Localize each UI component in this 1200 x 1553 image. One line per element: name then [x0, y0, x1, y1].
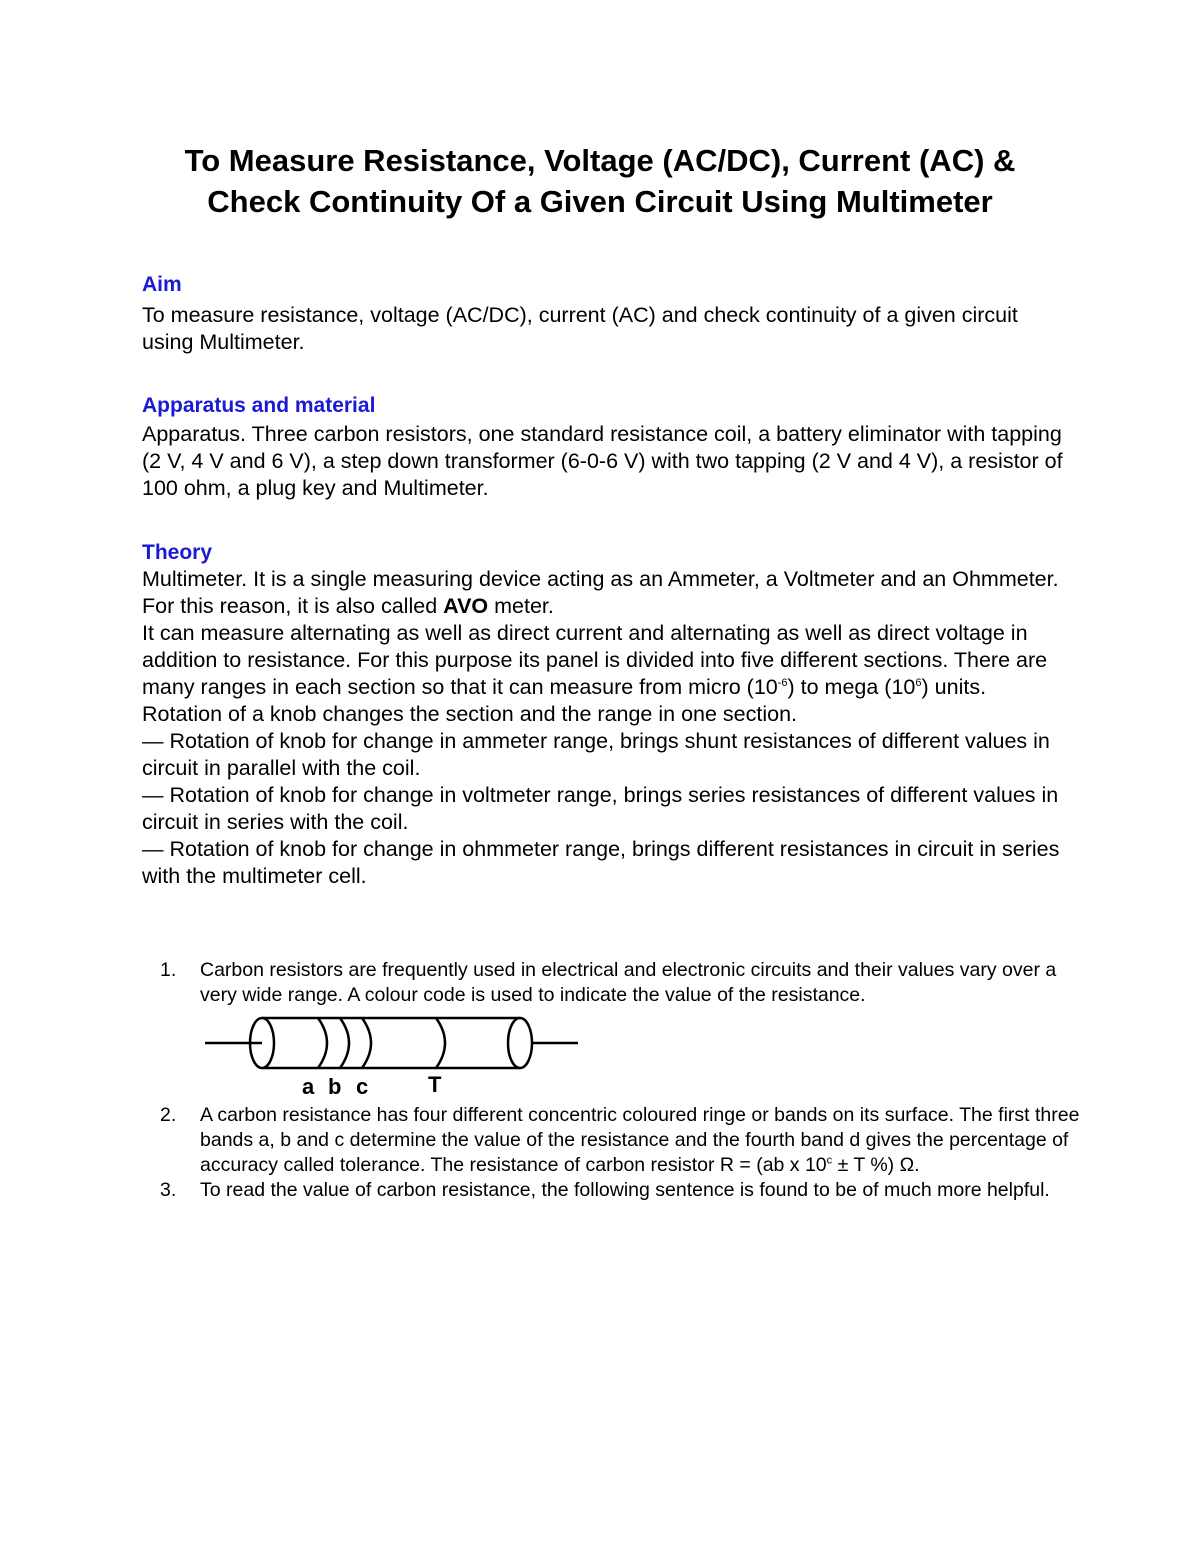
- aim-section: [142, 302, 1072, 356]
- theory-heading: Theory: [142, 541, 213, 564]
- list-item-text: To read the value of carbon resistance, the following sentence is found to be of much more helpful.: [200, 1179, 1050, 1201]
- theory-dash-2: — Rotation of knob for change in voltmeter range, brings series resistances of different values in circuit in series with the coil.: [142, 783, 1059, 834]
- resistor-band-b: [340, 1018, 349, 1068]
- resistor-band-a: [318, 1018, 327, 1068]
- apparatus-text: Apparatus. Three carbon resistors, one standard resistance coil, a battery eliminator with tapping (2 V, 4 V and 6 V), a step down transformer (6-0-6 V) with two tapping (2 V and 4 V), a resistor of 100 ohm, a plug key and Multimeter.: [142, 422, 1063, 500]
- numbered-list-continued: [160, 1103, 1080, 1203]
- list-item: [160, 1178, 1080, 1203]
- theory-dash-3: — Rotation of knob for change in ohmmeter range, brings different resistances in circuit in series with the multimeter cell.: [142, 837, 1060, 888]
- title-line-2: Check Continuity Of a Given Circuit Using Multimeter: [207, 184, 993, 219]
- list-item: [160, 1103, 1080, 1178]
- theory-paragraph-2: It can measure alternating as well as direct current and alternating as well as direct voltage in addition to resistance. For this purpose its panel is divided into five different sections. There are many ranges in each section so that it can measure from micro $(10^{-6})$ to mega $(10^6)$ units. Rotation of a knob changes the section and the range in one section.: [142, 621, 1048, 726]
- list-item: [160, 958, 1080, 1008]
- resistor-body-outline: [262, 1018, 520, 1068]
- theory-dash-1: — Rotation of knob for change in ammeter range, brings shunt resistances of different values in circuit in parallel with the coil.: [142, 729, 1050, 780]
- resistor-end-right: [508, 1018, 532, 1068]
- avo-bold: AVO: [443, 594, 489, 618]
- theory-paragraph-1: Multimeter. It is a single measuring device acting as an Ammeter, a Voltmeter and an Ohmmeter. For this reason, it is also called AVO meter.: [142, 567, 1059, 618]
- resistor-band-tolerance: [436, 1018, 445, 1068]
- list-number: 3.: [160, 1179, 177, 1201]
- band-label-a: a: [302, 1074, 315, 1099]
- band-label-c: c: [356, 1074, 369, 1099]
- list-item-text: A carbon resistance has four different concentric coloured ringe or bands on its surface. The first three bands a, b and c determine the value of the resistance and the fourth band d gives the percentage of accuracy called tolerance. The resistance of carbon resistor R = (ab x $10^c \pm T$ %) Ω.: [200, 1104, 1080, 1176]
- list-number: 1.: [160, 959, 177, 981]
- aim-text: To measure resistance, voltage (AC/DC), current (AC) and check continuity of a given circuit using Multimeter.: [142, 303, 1018, 354]
- list-number: 2.: [160, 1104, 177, 1126]
- page-title: [60, 140, 1140, 222]
- aim-heading: Aim: [142, 273, 182, 296]
- resistor-band-c: [362, 1018, 371, 1068]
- apparatus-heading: Apparatus and material: [142, 394, 376, 417]
- carbon-resistor-diagram: [200, 1010, 590, 1100]
- title-line-1: To Measure Resistance, Voltage (AC/DC), Current (AC) &: [184, 143, 1016, 178]
- list-item-text: Carbon resistors are frequently used in electrical and electronic circuits and their values vary over a very wide range. A colour code is used to indicate the value of the resistance.: [200, 959, 1057, 1006]
- theory-section: [142, 566, 1072, 890]
- band-label-t: T: [428, 1072, 442, 1097]
- band-label-b: b: [328, 1074, 342, 1099]
- numbered-list: [160, 958, 1080, 1008]
- apparatus-section: [142, 421, 1072, 502]
